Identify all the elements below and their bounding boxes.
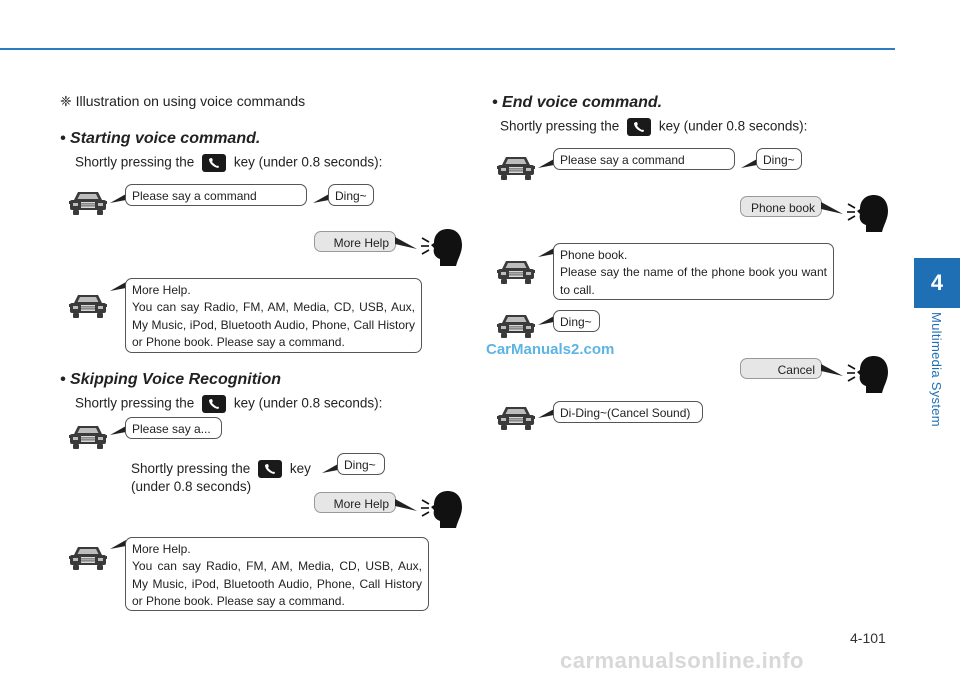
interrupt-text-after: key: [289, 461, 311, 476]
response-title: Phone book.: [560, 248, 628, 262]
car-icon: [496, 404, 536, 432]
bubble-tail: [110, 282, 126, 292]
user-speech-bubble: Phone book: [740, 196, 822, 217]
step-instruction: [500, 118, 807, 136]
ding-bubble: Ding~: [756, 148, 802, 170]
car-icon: [68, 544, 108, 572]
speaking-person-icon: [420, 226, 464, 270]
site-watermark: CarManuals2.com: [486, 341, 615, 358]
bubble-tail: [538, 316, 554, 326]
step-instruction: [75, 154, 382, 172]
system-response-bubble: [125, 278, 422, 353]
car-icon: [68, 189, 108, 217]
car-icon: [496, 154, 536, 182]
voice-button-icon: [258, 460, 282, 478]
response-body: Please say the name of the phone book you want to call.: [560, 265, 827, 297]
voice-button-icon: [627, 118, 651, 136]
speaking-person-icon: [420, 488, 464, 532]
bubble-tail: [110, 194, 126, 204]
voice-button-icon: [202, 395, 226, 413]
bubble-tail: [538, 409, 554, 419]
footer-watermark: carmanualsonline.info: [560, 648, 804, 673]
bubble-tail: [110, 426, 126, 436]
bubble-tail: [821, 363, 843, 377]
bubble-tail: [395, 236, 417, 250]
bubble-tail: [313, 194, 329, 204]
step-text-before: Shortly pressing the: [75, 154, 195, 170]
bubble-tail: [322, 464, 338, 474]
speaking-person-icon: [846, 353, 890, 397]
user-speech-bubble: Cancel: [740, 358, 822, 379]
speaking-person-icon: [846, 192, 890, 236]
step-text-before: Shortly pressing the: [500, 118, 620, 134]
heading-starting-voice-command: • Starting voice command.: [60, 130, 261, 147]
interrupt-instruction: [131, 460, 311, 497]
bubble-tail: [110, 540, 126, 550]
response-body: You can say Radio, FM, AM, Media, CD, USB, Aux, My Music, iPod, Bluetooth Audio, Phone, Call History or Phone book. Please say a command.: [132, 300, 415, 350]
bubble-tail: [538, 159, 554, 169]
system-prompt-bubble: Please say a command: [553, 148, 735, 170]
car-icon: [496, 312, 536, 340]
step-text-after: key (under 0.8 seconds):: [658, 118, 808, 134]
chapter-number-tab: 4: [914, 258, 960, 308]
response-title: More Help.: [132, 542, 191, 556]
step-instruction: [75, 395, 382, 413]
step-text-after: key (under 0.8 seconds):: [233, 395, 383, 411]
voice-button-icon: [202, 154, 226, 172]
interrupt-text-line2: (under 0.8 seconds): [131, 479, 252, 495]
ding-bubble: Ding~: [553, 310, 600, 332]
user-speech-bubble: More Help: [314, 231, 396, 252]
system-response-bubble: [553, 243, 834, 300]
interrupt-text-before: Shortly pressing the: [131, 461, 251, 476]
heading-skipping-voice-recognition: • Skipping Voice Recognition: [60, 371, 282, 388]
cancel-sound-bubble: Di-Ding~(Cancel Sound): [553, 401, 703, 423]
system-response-bubble: [125, 537, 429, 611]
system-prompt-bubble: Please say a command: [125, 184, 307, 206]
bubble-tail: [741, 159, 757, 169]
car-icon: [496, 258, 536, 286]
intro-note: ❈ Illustration on using voice commands: [60, 93, 306, 109]
car-icon: [68, 423, 108, 451]
step-text-before: Shortly pressing the: [75, 395, 195, 411]
step-text-after: key (under 0.8 seconds):: [233, 154, 383, 170]
ding-bubble: Ding~: [328, 184, 374, 206]
heading-end-voice-command: • End voice command.: [492, 94, 663, 111]
car-icon: [68, 292, 108, 320]
response-title: More Help.: [132, 283, 191, 297]
page-number: 4-101: [850, 630, 886, 646]
system-prompt-bubble: Please say a...: [125, 417, 222, 439]
ding-bubble: Ding~: [337, 453, 385, 475]
user-speech-bubble: More Help: [314, 492, 396, 513]
bubble-tail: [821, 201, 843, 215]
response-body: You can say Radio, FM, AM, Media, CD, USB, Aux, My Music, iPod, Bluetooth Audio, Phone, Call History or Phone book. Please say a command.: [132, 559, 422, 609]
bubble-tail: [538, 248, 554, 258]
bubble-tail: [395, 498, 417, 512]
header-rule: [0, 48, 895, 50]
chapter-title: Multimedia System: [929, 312, 944, 427]
